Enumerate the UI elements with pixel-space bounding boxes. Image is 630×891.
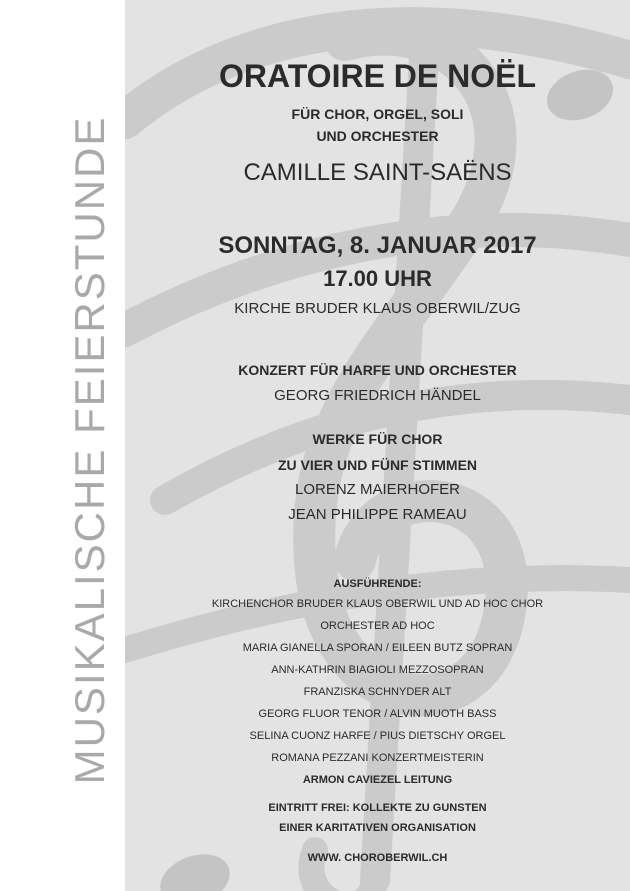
concert-date: SONNTAG, 8. JANUAR 2017 (218, 232, 537, 259)
work-2-composer-2: JEAN PHILIPPE RAMEAU (288, 506, 467, 523)
performer-line: GEORG FLUOR TENOR / ALVIN MUOTH BASS (258, 708, 497, 720)
composer: CAMILLE SAINT-SAËNS (243, 159, 512, 186)
website: WWW. CHOROBERWIL.CH (307, 852, 448, 864)
performer-line: SELINA CUONZ HARFE / PIUS DIETSCHY ORGEL (249, 730, 506, 742)
admission-line-2: EINER KARITATIVEN ORGANISATION (279, 822, 476, 834)
work-1-composer: GEORG FRIEDRICH HÄNDEL (274, 387, 481, 404)
performer-line: MARIA GIANELLA SPORAN / EILEEN BUTZ SOPRAN (242, 642, 513, 654)
subtitle-line-2: UND ORCHESTER (316, 128, 439, 144)
venue: KIRCHE BRUDER KLAUS OBERWIL/ZUG (234, 300, 521, 317)
work-1-title: KONZERT FÜR HARFE UND ORCHESTER (238, 362, 517, 378)
sidebar (0, 0, 125, 891)
performers-heading: AUSFÜHRENDE: (333, 578, 422, 590)
performer-line: FRANZISKA SCHNYDER ALT (303, 686, 452, 698)
admission-line-1: EINTRITT FREI: KOLLEKTE ZU GUNSTEN (268, 802, 487, 814)
performer-line: ORCHESTER AD HOC (320, 620, 435, 632)
performer-line: ANN-KATHRIN BIAGIOLI MEZZOSOPRAN (271, 664, 484, 676)
concert-time: 17.00 UHR (323, 266, 432, 291)
performer-line: ROMANA PEZZANI KONZERTMEISTERIN (271, 752, 484, 764)
work-2-title-line-1: WERKE FÜR CHOR (312, 431, 443, 447)
subtitle-line-1: FÜR CHOR, ORGEL, SOLI (291, 106, 464, 122)
side-title: MUSIKALISCHE FEIERSTUNDE (66, 115, 113, 785)
leader: ARMON CAVIEZEL LEITUNG (302, 774, 453, 786)
poster-content (125, 0, 630, 891)
poster-panel (125, 0, 630, 891)
performer-line: KIRCHENCHOR BRUDER KLAUS OBERWIL UND AD HOC CHOR (211, 598, 544, 610)
work-2-title-line-2: ZU VIER UND FÜNF STIMMEN (277, 457, 478, 473)
work-2-composer-1: LORENZ MAIERHOFER (294, 481, 460, 498)
title: ORATOIRE DE NOËL (218, 58, 537, 94)
